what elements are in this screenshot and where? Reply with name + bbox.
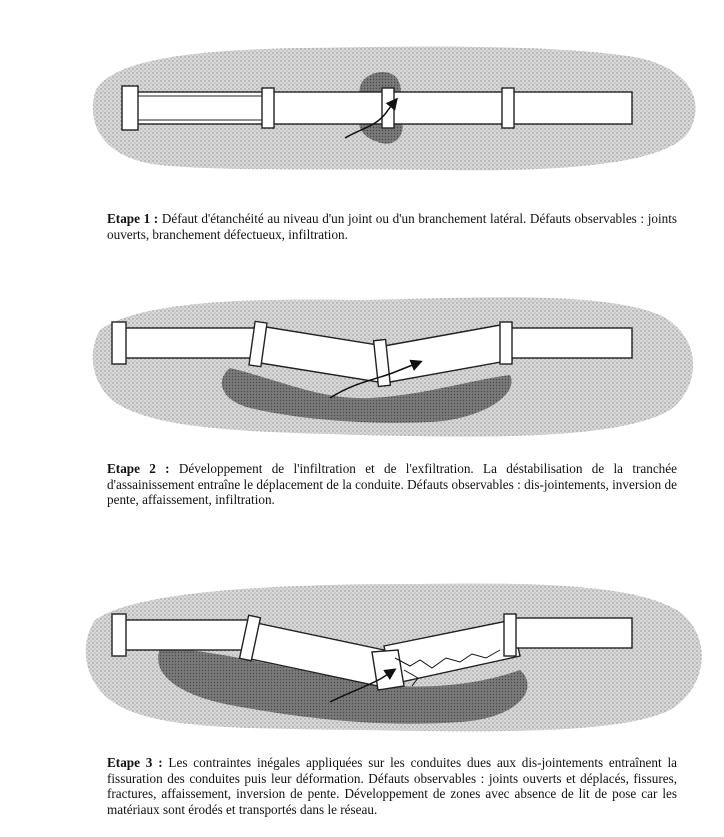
stage-3-illustration — [0, 570, 724, 740]
pipe-line — [122, 86, 632, 130]
stage-2-text: Développement de l'infiltration et de l'exfiltration. La déstabilisation de la tranchée d'assainissement entraîne le déplacement de la conduite. Défauts observables : dis-jointements, inversion de pente, affaissement, infiltration. — [107, 461, 677, 508]
stage-3-label: Etape 3 : — [107, 755, 163, 770]
stage-2-label: Etape 2 : — [107, 461, 170, 476]
stage-2-illustration — [0, 270, 724, 450]
stage-1-caption — [107, 211, 677, 242]
stage-1-label: Etape 1 : — [107, 211, 159, 226]
stage-3-text: Les contraintes inégales appliquées sur les conduites dues aux dis-jointements entraînent la fissuration des conduites puis leur déformation. Défauts observables : joints ouverts et déplacés, fissures, fractures, affaissement, inversion de pente. Développement de zones avec absence de lit de pose car les matériaux sont érodés et transportés dans le réseau. — [107, 755, 677, 817]
stage-1-illustration — [0, 0, 724, 200]
stage-1-text: Défaut d'étanchéité au niveau d'un joint ou d'un branchement latéral. Défauts observables : joints ouverts, branchement défectueux, infiltration. — [107, 211, 678, 242]
stage-2-caption — [107, 461, 677, 508]
stage-3-caption — [107, 755, 677, 817]
